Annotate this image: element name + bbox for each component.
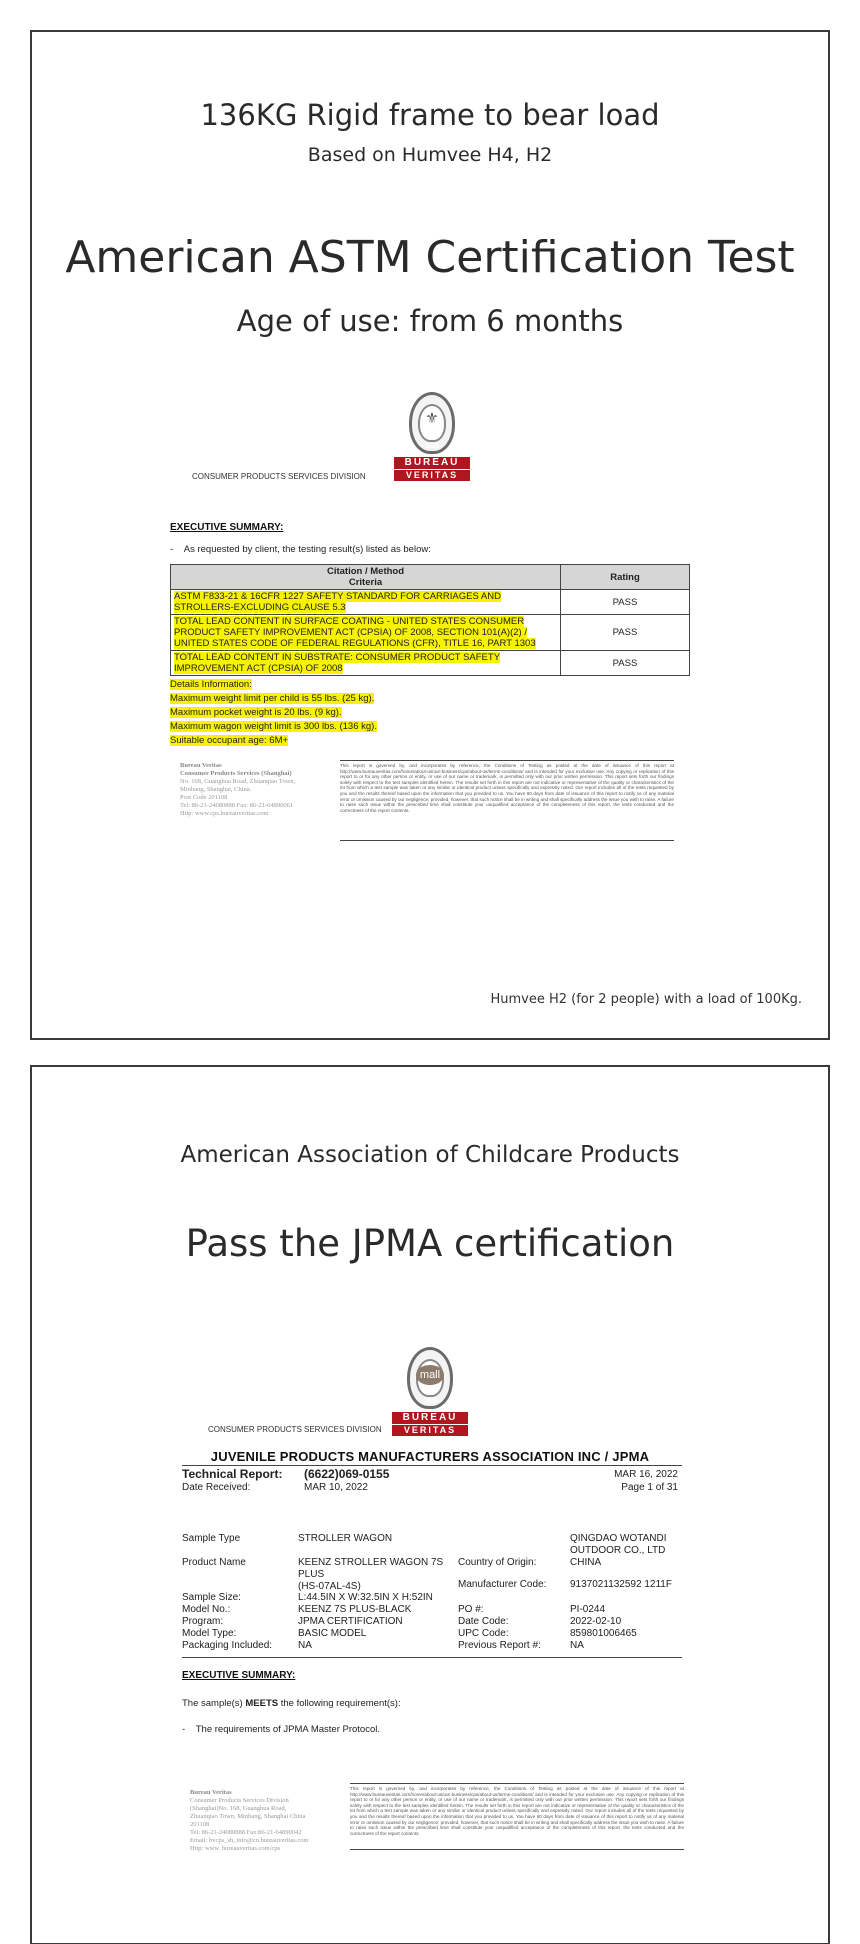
sample-type-label: Sample Type (182, 1533, 241, 1544)
bureau-veritas-seal-icon: ⚜ 1828 (409, 392, 455, 454)
report-title: JUVENILE PRODUCTS MANUFACTURERS ASSOCIATION INC / JPMA (210, 1449, 650, 1464)
report-disclaimer: This report is governed by, and incorporates by reference, the Conditions of Testing as posted at the date of issuance of this report at http://www.bureauveritas.com/home/about-us/our-business/cps/about-us/terms-conditions/ and is intended for your exclusive use. Any copying or replication of this report to or for any other person or entity, or use of our name or trademark, is permitted only with our prior written permission. This report sets forth our findings solely with respect to the test samples identified herein. The results set forth in this report are not indicative or representative of the quality or characteristics of the lot from which a test sample was taken or any similar or identical product unless specifically and expressly noted. Our report includes all of the tests requested by you and the results thereof based upon the information that you provided to us. You have 60 days from date of issuance of this report to notify us of any material error or omission caused by our negligence; provided, however, that such notice shall be in writing and shall specifically address the issue you wish to raise. A failure to raise such issue within the prescribed time shall constitute your unqualified acceptance of the completeness of this report, the tests conducted and the correctness of the report contents. (350, 1783, 684, 1836)
details-information: Details Information: Maximum weight limit per child is 55 lbs. (25 kg). Maximum pocket weight is 20 lbs. (9 kg). Maximum wagon weight limit is 300 lbs. (136 kg). Suitable occupant age: 6M+ (170, 679, 377, 746)
table-header-rating: Rating (561, 565, 690, 590)
program-label: Program: (182, 1616, 224, 1627)
astm-certificate-panel (30, 30, 830, 1040)
divider (340, 840, 674, 841)
jpma-certificate-panel (30, 1065, 830, 1944)
humvee-caption: Humvee H2 (for 2 people) with a load of 100Kg. (490, 992, 802, 1007)
executive-summary-intro: - As requested by client, the testing result(s) listed as below: (170, 544, 431, 555)
packaging-label: Packaging Included: (182, 1640, 273, 1651)
panel1-title: 136KG Rigid frame to bear load (200, 98, 660, 132)
product-name-label: Product Name (182, 1557, 246, 1568)
meets-statement: The sample(s) MEETS the following requirement(s): (182, 1698, 401, 1709)
panel1-headline: American ASTM Certification Test (65, 232, 795, 283)
date-received: MAR 10, 2022 (304, 1482, 368, 1493)
panel2-title: American Association of Childcare Products (180, 1142, 680, 1168)
panel1-subtitle: Based on Humvee H4, H2 (307, 144, 553, 166)
panel1-age: Age of use: from 6 months (236, 304, 624, 338)
page-number: Page 1 of 31 (621, 1482, 678, 1493)
requirement-item: - The requirements of JPMA Master Protocol. (182, 1724, 381, 1735)
lab-address: Bureau Veritas Consumer Products Services (Shanghai) No. 168, Guanghua Road, Zhuanqiao Town, Minhang, Shanghai, China. Post Code 201108 Tel: 86-21-24080888 Fax: 86-21-64890061 Http: www.cps.bureauveritas.com (180, 762, 296, 817)
executive-summary-heading: EXECUTIVE SUMMARY: (182, 1670, 296, 1681)
bureau-veritas-logo: mall 1828 BUREAU VERITAS (390, 1347, 470, 1436)
previous-report: NA (570, 1640, 584, 1651)
date-code-label: Date Code: (458, 1616, 509, 1627)
division-label: CONSUMER PRODUCTS SERVICES DIVISION (208, 1425, 382, 1434)
upc-label: UPC Code: (458, 1628, 509, 1639)
table-row: TOTAL LEAD CONTENT IN SURFACE COATING - UNITED STATES CONSUMER PRODUCT SAFETY IMPROVEMENT ACT (CPSIA) OF 2008, SECTION 101(A)(2) / UNITED STATES CODE OF FEDERAL REGULATIONS (CFR), TITLE 16, PART 1303 PASS (171, 615, 690, 651)
table-row: ASTM F833-21 & 16CFR 1227 SAFETY STANDARD FOR CARRIAGES AND STROLLERS-EXCLUDING CLAUSE 5.3 PASS (171, 590, 690, 615)
table-header-citation: Citation / Method Criteria (171, 565, 561, 590)
bureau-veritas-seal-icon: mall 1828 (407, 1347, 453, 1409)
sample-size: L:44.5IN X W:32.5IN X H:52IN (298, 1592, 433, 1603)
program: JPMA CERTIFICATION (298, 1616, 403, 1627)
executive-summary-heading: EXECUTIVE SUMMARY: (170, 522, 284, 533)
table-row: TOTAL LEAD CONTENT IN SUBSTRATE: CONSUMER PRODUCT SAFETY IMPROVEMENT ACT (CPSIA) OF 2008 PASS (171, 651, 690, 676)
model-type-label: Model Type: (182, 1628, 237, 1639)
po-number: PI-0244 (570, 1604, 606, 1615)
bureau-veritas-logo: ⚜ 1828 BUREAU VERITAS (392, 392, 472, 481)
technical-report-number: (6622)069-0155 (304, 1467, 390, 1481)
previous-report-label: Previous Report #: (458, 1640, 541, 1651)
packaging: NA (298, 1640, 312, 1651)
report-disclaimer: This report is governed by, and incorporates by reference, the Conditions of Testing as posted at the date of issuance of this report at http://www.bureauveritas.com/home/about-us/our-business/cps/about-us/terms-conditions/ and is intended for your exclusive use. Any copying or replication of this report to or for any other person or entity, or use of our name or trademark, is permitted only with our prior written permission. This report sets forth our findings solely with respect to the test samples identified herein. The results set forth in this report are not indicative or representative of the quality or characteristics of the lot from which a test sample was taken or any similar or identical product unless specifically and expressly noted. Our report includes all of the tests requested by you and the results thereof based upon the information that you provided to us. You have 60 days from date of issuance of this report to notify us of any material error or omission caused by our negligence; provided, however, that such notice shall be in writing and shall specifically address the issue you wish to raise. A failure to raise such issue within the prescribed time shall constitute your unqualified acceptance of the completeness of this report, the tests conducted and the correctness of the report contents. (340, 760, 674, 813)
panel2-headline: Pass the JPMA certification (185, 1222, 675, 1265)
upc-code: 859801006465 (570, 1628, 637, 1639)
division-label: CONSUMER PRODUCTS SERVICES DIVISION (192, 472, 366, 481)
company-name: QINGDAO WOTANDI OUTDOOR CO., LTD (570, 1533, 667, 1556)
certification-table (170, 564, 690, 676)
model-no-label: Model No.: (182, 1604, 231, 1615)
manufacturer-code: 9137021132592 1211F (570, 1579, 672, 1590)
model-no: KEENZ 7S PLUS-BLACK (298, 1604, 412, 1615)
divider (182, 1465, 682, 1466)
model-type: BASIC MODEL (298, 1628, 367, 1639)
divider (182, 1657, 682, 1658)
po-label: PO #: (458, 1604, 484, 1615)
lab-address: Bureau Veritas Consumer Products Services Division (Shanghai)No. 168, Guanghua Road, Zhuanqiao Town, Minhang, Shanghai China 201108 Tel: 86-21-24080888 Fax:86-21-64890042 Email: bvcps_sh_info@cn.bureauveritas.com Http: www. bureauveritas.com/cps (190, 1789, 309, 1852)
manufacturer-code-label: Manufacturer Code: (458, 1579, 547, 1590)
origin: CHINA (570, 1557, 602, 1568)
sample-type: STROLLER WAGON (298, 1533, 393, 1544)
divider (350, 1849, 684, 1850)
date-code: 2022-02-10 (570, 1616, 622, 1627)
report-date: MAR 16, 2022 (614, 1469, 678, 1480)
sample-size-label: Sample Size: (182, 1592, 241, 1603)
product-name: KEENZ STROLLER WAGON 7S PLUS (HS-07AL-4S) (298, 1557, 444, 1592)
origin-label: Country of Origin: (458, 1557, 537, 1568)
date-received-label: Date Received: (182, 1482, 251, 1493)
technical-report-label: Technical Report: (182, 1467, 283, 1481)
